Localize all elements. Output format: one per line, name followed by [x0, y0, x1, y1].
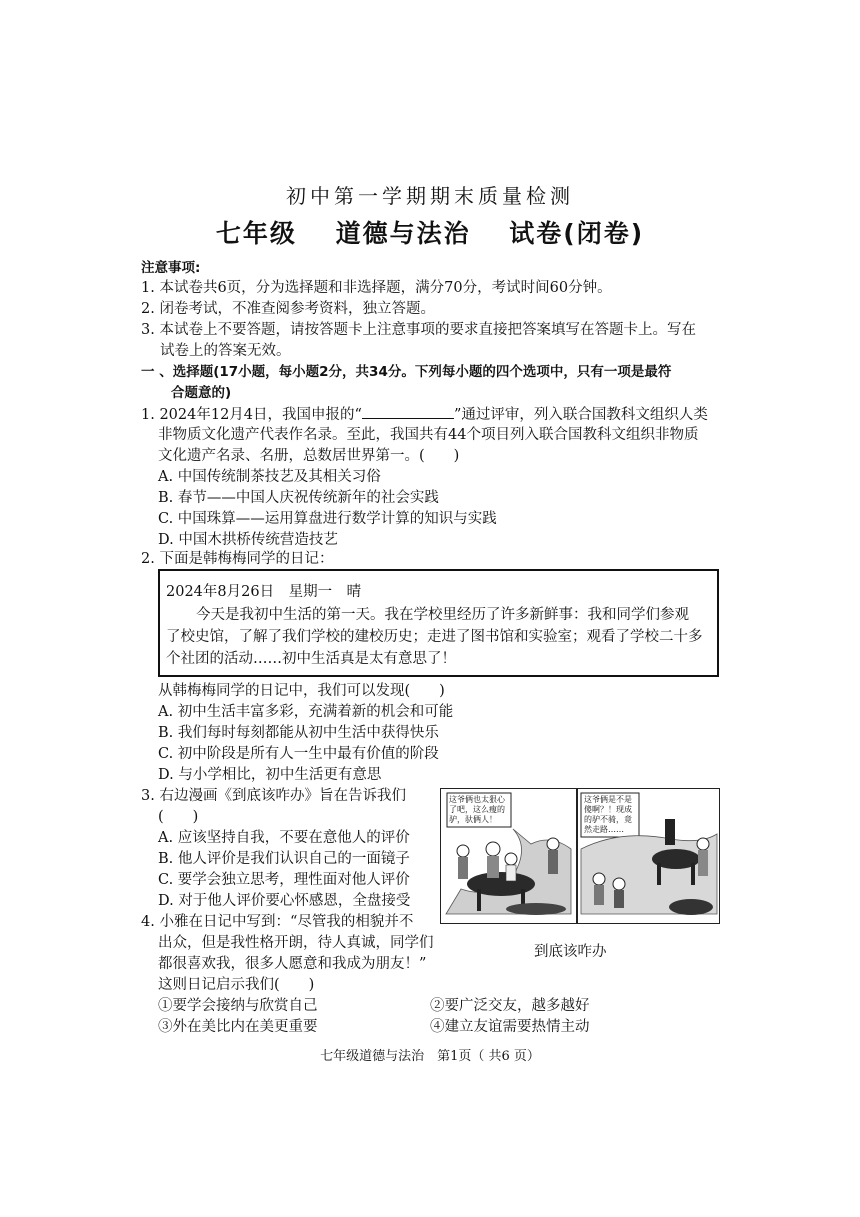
question-4-option-1: ①要学会接纳与欣赏自己 [158, 998, 318, 1014]
exam-title-grade: 七年级 [215, 219, 297, 248]
question-2-option-a: A. 初中生活丰富多彩，充满着新的机会和可能 [158, 704, 454, 720]
notes-item-1: 1. 本试卷共6页，分为选择题和非选择题，满分70分，考试时间60分钟。 [141, 280, 612, 296]
exam-subtitle: 初中第一学期期末质量检测 [286, 184, 574, 208]
notes-heading: 注意事项: [141, 260, 201, 276]
comic-caption: 到底该咋办 [534, 944, 607, 960]
question-2-option-c: C. 初中阶段是所有人一生中最有价值的阶段 [158, 746, 439, 762]
question-3-option-b: B. 他人评价是我们认识自己的一面镜子 [158, 851, 410, 867]
question-3-option-c: C. 要学会独立思考，理性面对他人评价 [158, 872, 410, 888]
section-heading: 一 、选择题(17小题，每小题2分，共34分。下列每小题的四个选项中，只有一项是最符 [141, 364, 672, 380]
exam-title [0, 214, 860, 250]
question-3-stem-paren: ( ) [158, 809, 199, 825]
answer-blank [362, 404, 454, 419]
exam-title-subject: 道德与法治 [335, 219, 471, 248]
diary-line-3: 个社团的活动……初中生活真是太有意思了！ [166, 651, 456, 667]
question-1-option-a: A. 中国传统制茶技艺及其相关习俗 [158, 469, 381, 485]
comic-left-line: 这爷俩也太狠心 [449, 795, 505, 804]
notes-item-3-cont: 试卷上的答案无效。 [160, 343, 291, 359]
question-1-stem-post: ”通过评审，列入联合国教科文组织人类 [453, 407, 708, 423]
comic-left-line: 驴，驮俩人！ [449, 815, 497, 824]
question-4-line-1: 4. 小雅在日记中写到：“尽管我的相貌并不 [141, 914, 414, 930]
notes-item-2: 2. 闭卷考试，不准查阅参考资料，独立答题。 [141, 301, 435, 317]
comic-left-line: 了吧，这么瘦的 [449, 805, 505, 814]
question-4-line-2: 出众，但是我性格开朗，待人真诚，同学们 [158, 935, 434, 951]
question-1-stem [141, 404, 708, 426]
comic-illustration [440, 788, 720, 924]
question-4-line-3: 都很喜欢我，很多人愿意和我成为朋友！” [158, 956, 427, 972]
question-1-line-3: 文化遗产名录、名册，总数居世界第一。( ) [158, 448, 460, 464]
notes-item-3: 3. 本试卷上不要答题，请按答题卡上注意事项的要求直接把答案填写在答题卡上。写在 [141, 322, 696, 338]
question-2-option-d: D. 与小学相比，初中生活更有意思 [158, 767, 382, 783]
diary-date: 2024年8月26日 星期一 晴 [166, 584, 362, 600]
question-4-option-3: ③外在美比内在美更重要 [158, 1019, 318, 1035]
question-1-option-b: B. 春节——中国人庆祝传统新年的社会实践 [158, 490, 439, 506]
question-4-line-4: 这则日记启示我们( ) [158, 977, 315, 993]
question-3-option-a: A. 应该坚持自我，不要在意他人的评价 [158, 830, 410, 846]
question-1-line-2: 非物质文化遗产代表作名录。至此，我国共有44个项目列入联合国教科文组织非物质 [158, 427, 699, 443]
question-1-option-d: D. 中国木拱桥传统营造技艺 [158, 532, 338, 548]
comic-right-line: 这爷俩是不是 [584, 795, 632, 804]
question-2-question: 从韩梅梅同学的日记中，我们可以发现( ) [158, 683, 445, 699]
question-2-option-b: B. 我们每时每刻都能从初中生活中获得快乐 [158, 725, 439, 741]
question-3-stem: 3. 右边漫画《到底该咋办》旨在告诉我们 [141, 788, 406, 804]
question-3-option-d: D. 对于他人评价要心怀感恩，全盘接受 [158, 893, 411, 909]
question-4-option-4: ④建立友谊需要热情主动 [430, 1019, 590, 1035]
question-4-option-2: ②要广泛交友，越多越好 [430, 998, 590, 1014]
question-1-stem-pre: 1. 2024年12月4日，我国申报的“ [141, 407, 362, 423]
question-2-stem: 2. 下面是韩梅梅同学的日记： [141, 551, 334, 567]
comic-right-line: 傻啊？！现成 [584, 805, 632, 814]
page-footer: 七年级道德与法治 第1页（ 共6 页） [320, 1049, 540, 1064]
diary-line-1: 今天是我初中生活的第一天。我在学校里经历了许多新鲜事：我和同学们参观 [196, 607, 689, 623]
comic-right-bubble [584, 795, 632, 835]
diary-line-2: 了校史馆，了解了我们学校的建校历史；走进了图书馆和实验室；观看了学校二十多 [166, 629, 703, 645]
comic-left-bubble [449, 795, 505, 825]
section-heading-cont: 合题意的) [171, 385, 232, 401]
question-1-option-c: C. 中国珠算——运用算盘进行数学计算的知识与实践 [158, 511, 497, 527]
exam-title-type: 试卷(闭卷) [509, 219, 645, 248]
comic-right-line: 然走路…… [584, 825, 624, 834]
comic-right-line: 的驴不骑，竟 [584, 815, 632, 824]
